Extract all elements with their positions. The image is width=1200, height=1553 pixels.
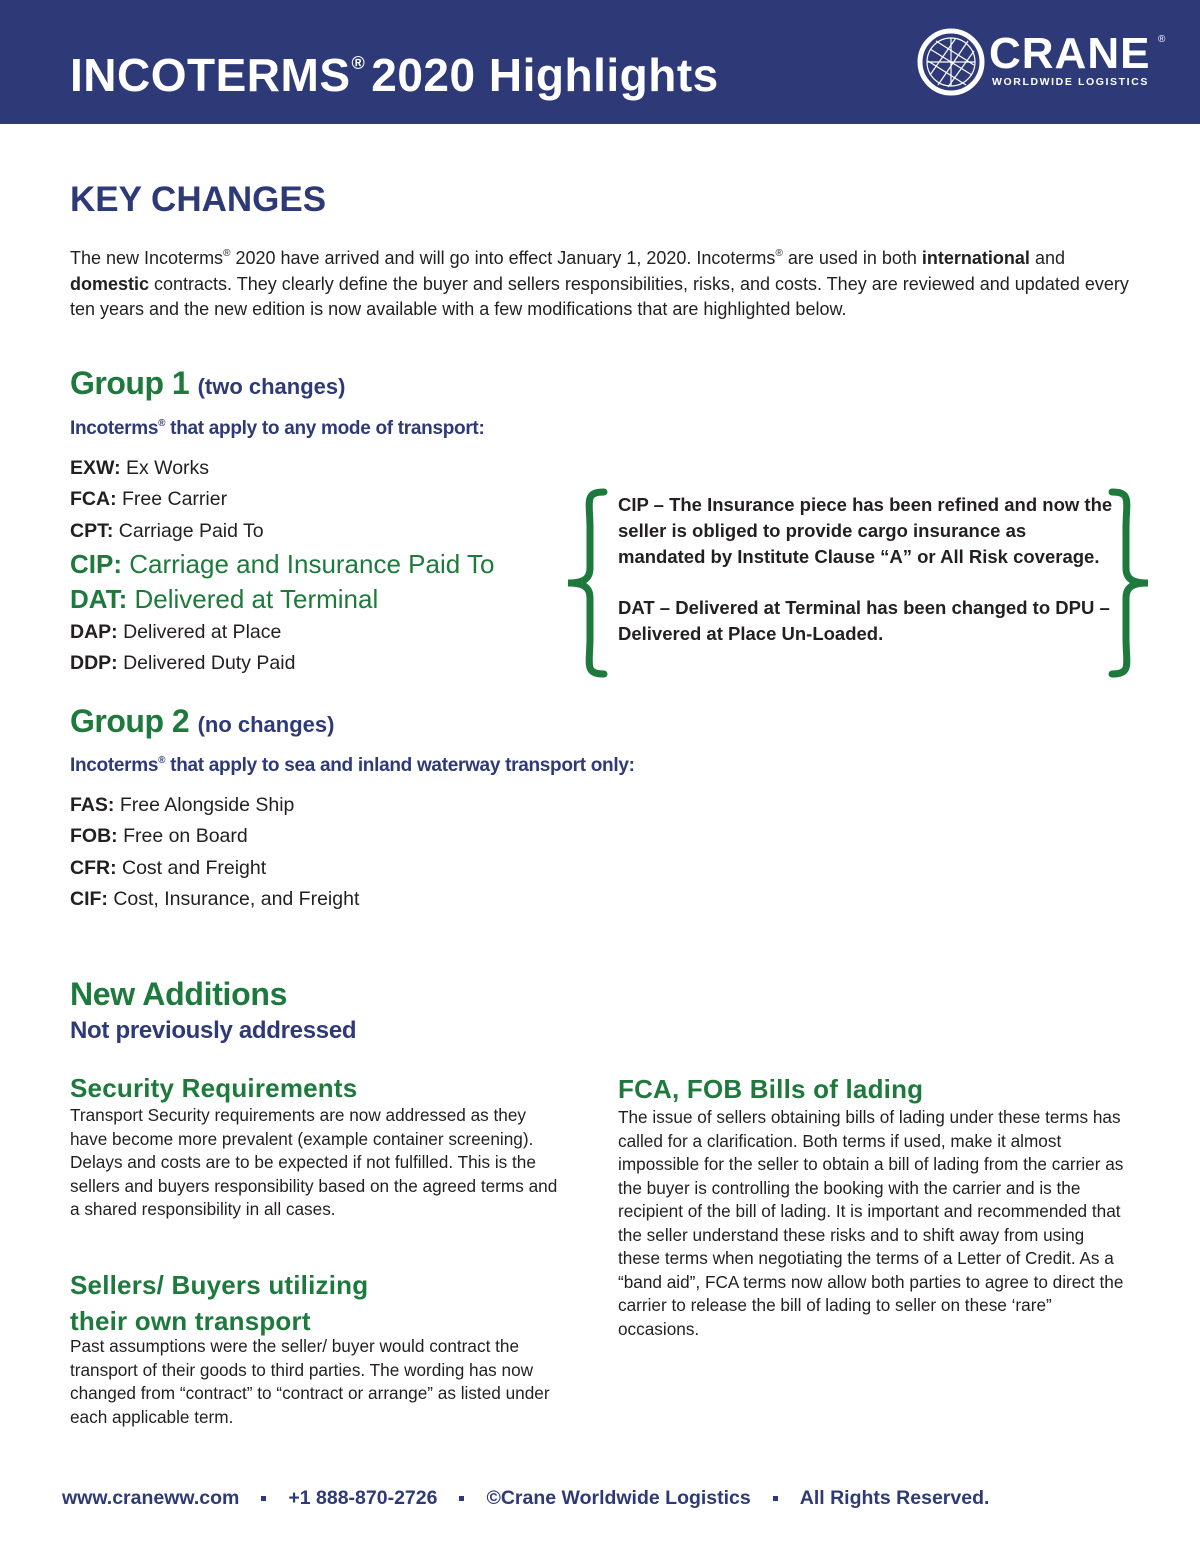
footer-rights: All Rights Reserved. bbox=[799, 1487, 990, 1509]
group-1-heading: Group 1 (two changes) bbox=[70, 365, 346, 401]
page-title: INCOTERMS® 2020 Highlights bbox=[70, 49, 719, 101]
header-banner bbox=[0, 0, 1200, 124]
cip-change-note: CIP – The Insurance piece has been refined and now the seller is obliged to provide cargo insurance as mandated by Institute Clause “A” or All Risk coverage. bbox=[618, 494, 1113, 567]
term-fca: FCA: Free Carrier bbox=[70, 488, 228, 511]
group-2-subtitle: Incoterms® that apply to sea and inland waterway transport only: bbox=[70, 755, 635, 776]
footer-copyright: ©Crane Worldwide Logistics bbox=[486, 1487, 751, 1509]
term-dap: DAP: Delivered at Place bbox=[70, 620, 282, 643]
term-ddp: DDP: Delivered Duty Paid bbox=[70, 652, 296, 675]
footer bbox=[62, 1484, 1152, 1512]
footer-separator bbox=[459, 1496, 464, 1501]
term-fas: FAS: Free Alongside Ship bbox=[70, 794, 295, 816]
term-cif: CIF: Cost, Insurance, and Freight bbox=[70, 887, 360, 910]
bills-of-lading-heading: FCA, FOB Bills of lading bbox=[618, 1074, 924, 1104]
crane-logo bbox=[916, 24, 1166, 102]
logo-wordmark: CRANE bbox=[989, 29, 1151, 78]
term-exw: EXW: Ex Works bbox=[70, 457, 210, 479]
term-dat: DAT: Delivered at Terminal bbox=[70, 583, 379, 614]
term-cpt: CPT: Carriage Paid To bbox=[70, 519, 264, 542]
dat-change-note: DAT – Delivered at Terminal has been changed to DPU – Delivered at Place Un-Loaded. bbox=[618, 597, 1110, 644]
footer-separator bbox=[773, 1496, 778, 1501]
security-heading: Security Requirements bbox=[70, 1073, 358, 1103]
security-body: Transport Security requirements are now addressed as they have become more prevalent (example container screening). Delays and costs are to be expected if not fulfilled. This is the sellers and buyers responsibility based on the agreed terms and a shared responsibility in all cases. bbox=[70, 1105, 558, 1219]
group-1-subtitle: Incoterms® that apply to any mode of transport: bbox=[70, 418, 485, 439]
new-additions-subtitle: Not previously addressed bbox=[70, 1017, 357, 1044]
own-transport-body: Past assumptions were the seller/ buyer would contract the transport of their goods to third parties. The wording has now changed from “contract” to “contract or arrange” as listed under each applicable term. bbox=[70, 1336, 550, 1427]
group-2-terms-list bbox=[70, 790, 359, 915]
logo-registered-mark: ® bbox=[1158, 34, 1166, 45]
footer-website-link[interactable]: www.craneww.com bbox=[62, 1487, 240, 1509]
new-additions-heading: New Additions bbox=[70, 976, 288, 1012]
term-fob: FOB: Free on Board bbox=[70, 825, 248, 848]
term-cfr: CFR: Cost and Freight bbox=[70, 856, 267, 879]
key-changes-heading: KEY CHANGES bbox=[70, 180, 327, 219]
changes-callout bbox=[562, 488, 1154, 678]
own-transport-heading: Sellers/ Buyers utilizing their own transport bbox=[70, 1270, 369, 1336]
intro-paragraph: The new Incoterms® 2020 have arrived and will go into effect January 1, 2020. Incoterms® are used in both international and domestic contracts. They clearly define the buyer and sellers responsibilities, risks, and costs. They are reviewed and updated every ten years and the new edition is now available with a few modifications that are highlighted below. bbox=[70, 248, 1129, 319]
footer-phone: +1 888-870-2726 bbox=[288, 1487, 438, 1509]
globe-icon bbox=[916, 27, 986, 97]
logo-tagline: WORLDWIDE LOGISTICS bbox=[992, 76, 1149, 88]
group-2-heading: Group 2 (no changes) bbox=[70, 703, 335, 739]
bills-of-lading-body: The issue of sellers obtaining bills of lading under these terms has called for a clarification. Both terms if used, make it almost impossible for the seller to obtain a bill of lading from the carrier as the buyer is controlling the booking with the carrier and is the recipient of the bill of lading. It is important and recommended that the seller understand these risks and to shift away from using these terms when negotiating the terms of a Letter of Credit. As a “band aid”, FCA terms now allow both parties to agree to direct the carrier to release the bill of lading to seller on these ‘rare” occasions. bbox=[618, 1107, 1124, 1339]
footer-separator bbox=[261, 1496, 266, 1501]
group-1-terms-list bbox=[70, 453, 494, 679]
term-cip: CIP: Carriage and Insurance Paid To bbox=[70, 548, 495, 579]
